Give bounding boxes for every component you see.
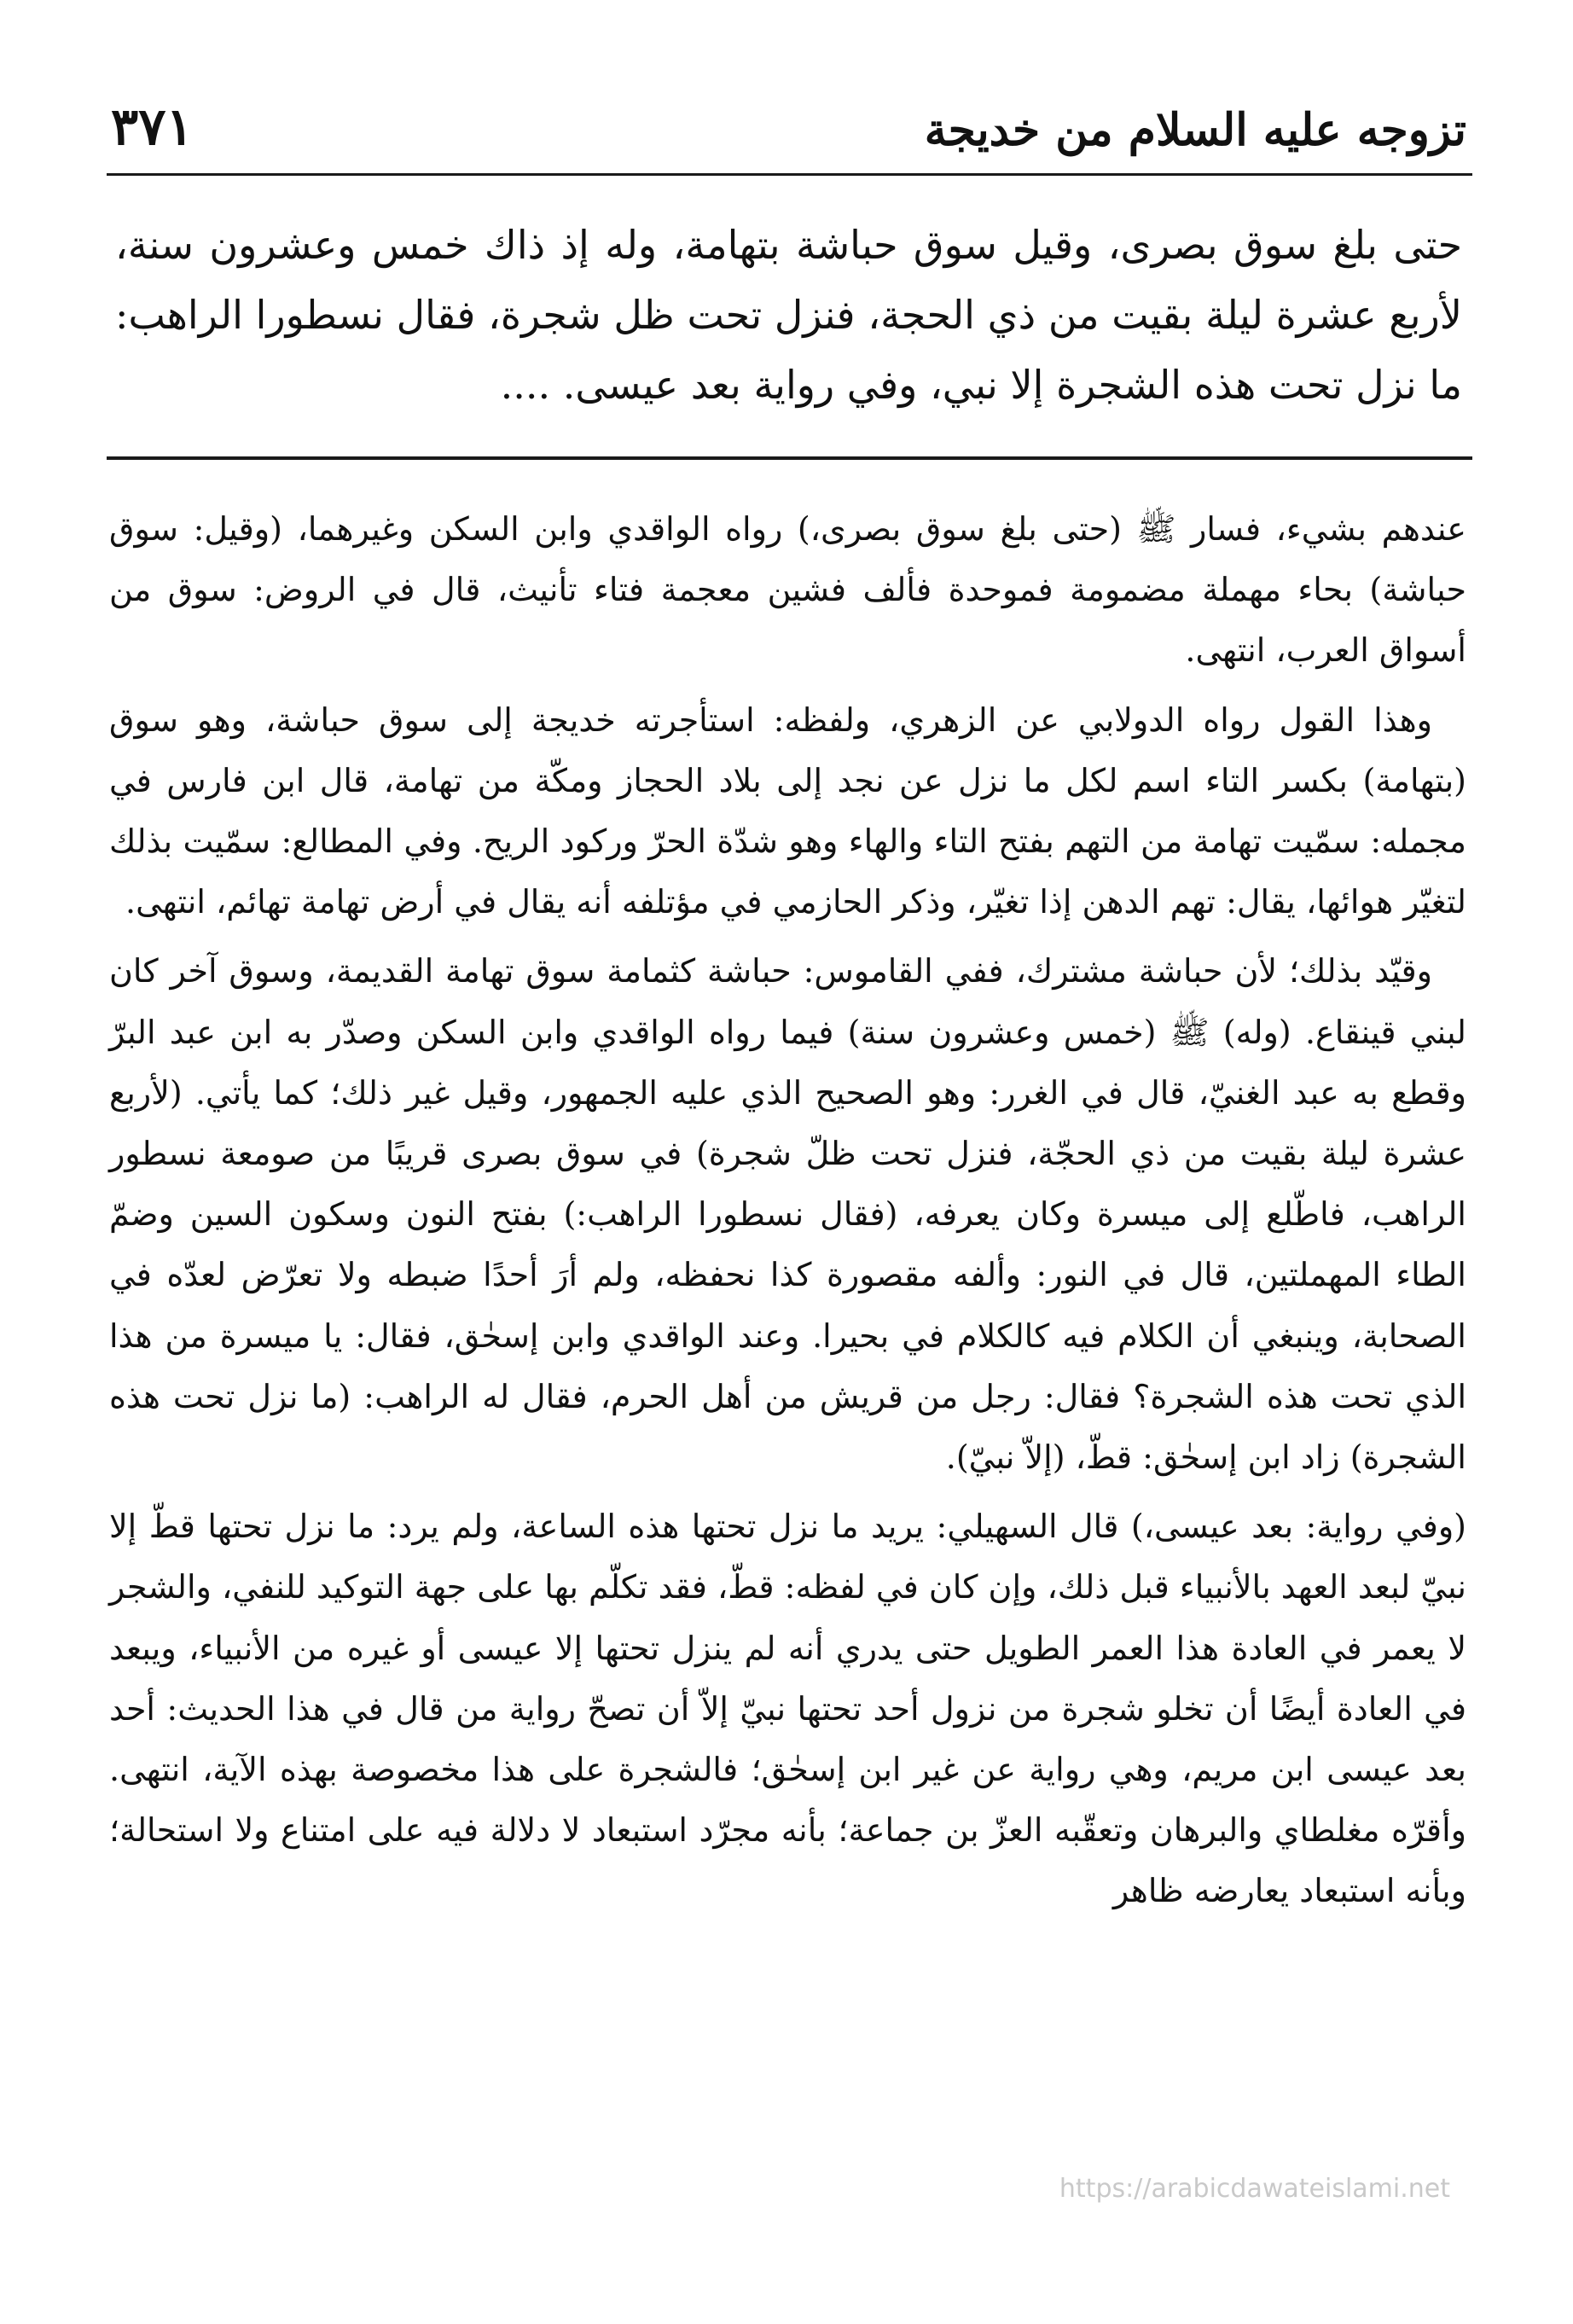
divider-rule [107, 456, 1472, 460]
commentary-paragraph: عندهم بشيء، فسار ﷺ (حتى بلغ سوق بصرى،) رواه الواقدي وابن السكن وغيرهما، (وقيل: سوق حباشة) بحاء مهملة مضمومة فموحدة فألف فشين معجمة فتاء تأنيث، قال في الروض: سوق من أسواق العرب، انتهى. [109, 510, 1466, 670]
commentary-paragraph: وقيّد بذلك؛ لأن حباشة مشترك، ففي القاموس: حباشة كثمامة سوق تهامة القديمة، وسوق آخر كان لبني قينقاع. (وله) ﷺ (خمس وعشرون سنة) فيما رواه الواقدي وابن السكن وصدّر به ابن عبد البرّ وقطع به عبد الغنيّ، قال في الغرر: وهو الصحيح الذي عليه الجمهور، وقيل غير ذلك؛ كما يأتي. (لأربع عشرة ليلة بقيت من ذي الحجّة، فنزل تحت ظلّ شجرة) في سوق بصرى قريبًا من صومعة نسطور الراهب، فاطّلع إلى ميسرة وكان يعرفه، (فقال نسطورا الراهب:) بفتح النون وسكون السين وضمّ الطاء المهملتين، قال في النور: وألفه مقصورة كذا نحفظه، ولم أرَ أحدًا ضبطه ولا تعرّض لعدّه في الصحابة، وينبغي أن الكلام فيه كالكلام في بحيرا. وعند الواقدي وابن إسحٰق، فقال: يا ميسرة من هذا الذي تحت هذه الشجرة؟ فقال: رجل من قريش من أهل الحرم، فقال له الراهب: (ما نزل تحت هذه الشجرة) زاد ابن إسحٰق: قطّ، (إلاّ نبيّ). [109, 952, 1466, 1477]
header-rule [107, 173, 1472, 176]
watermark: https://arabicdawateislami.net [1059, 2174, 1450, 2204]
main-text [115, 210, 1462, 420]
running-title: تزوجه عليه السلام من خديجة [924, 104, 1466, 156]
commentary-paragraph: (وفي رواية: بعد عيسى،) قال السهيلي: يريد ما نزل تحتها هذه الساعة، ولم يرد: ما نزل تحتها قطّ إلا نبيّ لبعد العهد بالأنبياء قبل ذلك، وإن كان في لفظه: قطّ، فقد تكلّم بها على جهة التوكيد للنفي، والشجر لا يعمر في العادة هذا العمر الطويل حتى يدري أنه لم ينزل تحتها إلا عيسى أو غيره من الأنبياء، ويبعد في العادة أيضًا أن تخلو شجرة من نزول أحد تحتها نبيّ إلاّ أن تصحّ رواية من قال في هذا الحديث: أحد بعد عيسى ابن مريم، وهي رواية عن غير ابن إسحٰق؛ فالشجرة على هذا مخصوصة بهذه الآية، انتهى. وأقرّه مغلطاي والبرهان وتعقّبه العزّ بن جماعة؛ بأنه مجرّد استبعاد لا دلالة فيه على امتناع ولا استحالة؛ وبأنه استبعاد يعارضه ظاهر [109, 1508, 1466, 1910]
commentary [109, 499, 1466, 1922]
page-header [111, 92, 1466, 173]
main-text-paragraph: حتى بلغ سوق بصرى، وقيل سوق حباشة بتهامة، وله إذ ذاك خمس وعشرون سنة، لأربع عشرة ليلة بقيت من ذي الحجة، فنزل تحت ظل شجرة، فقال نسطورا الراهب: ما نزل تحت هذه الشجرة إلا نبي، وفي رواية بعد عيسى. .... [115, 222, 1462, 408]
commentary-paragraph: وهذا القول رواه الدولابي عن الزهري، ولفظه: استأجرته خديجة إلى سوق حباشة، وهو سوق (بتهامة) بكسر التاء اسم لكل ما نزل عن نجد إلى بلاد الحجاز ومكّة من تهامة، قال ابن فارس في مجمله: سمّيت تهامة من التهم بفتح التاء والهاء وهو شدّة الحرّ وركود الريح. وفي المطالع: سمّيت بذلك لتغيّر هوائها، يقال: تهم الدهن إذا تغيّر، وذكر الحازمي في مؤتلفه أنه يقال في أرض تهامة تهائم، انتهى. [109, 700, 1466, 921]
page-number: ٣٧١ [111, 97, 194, 157]
